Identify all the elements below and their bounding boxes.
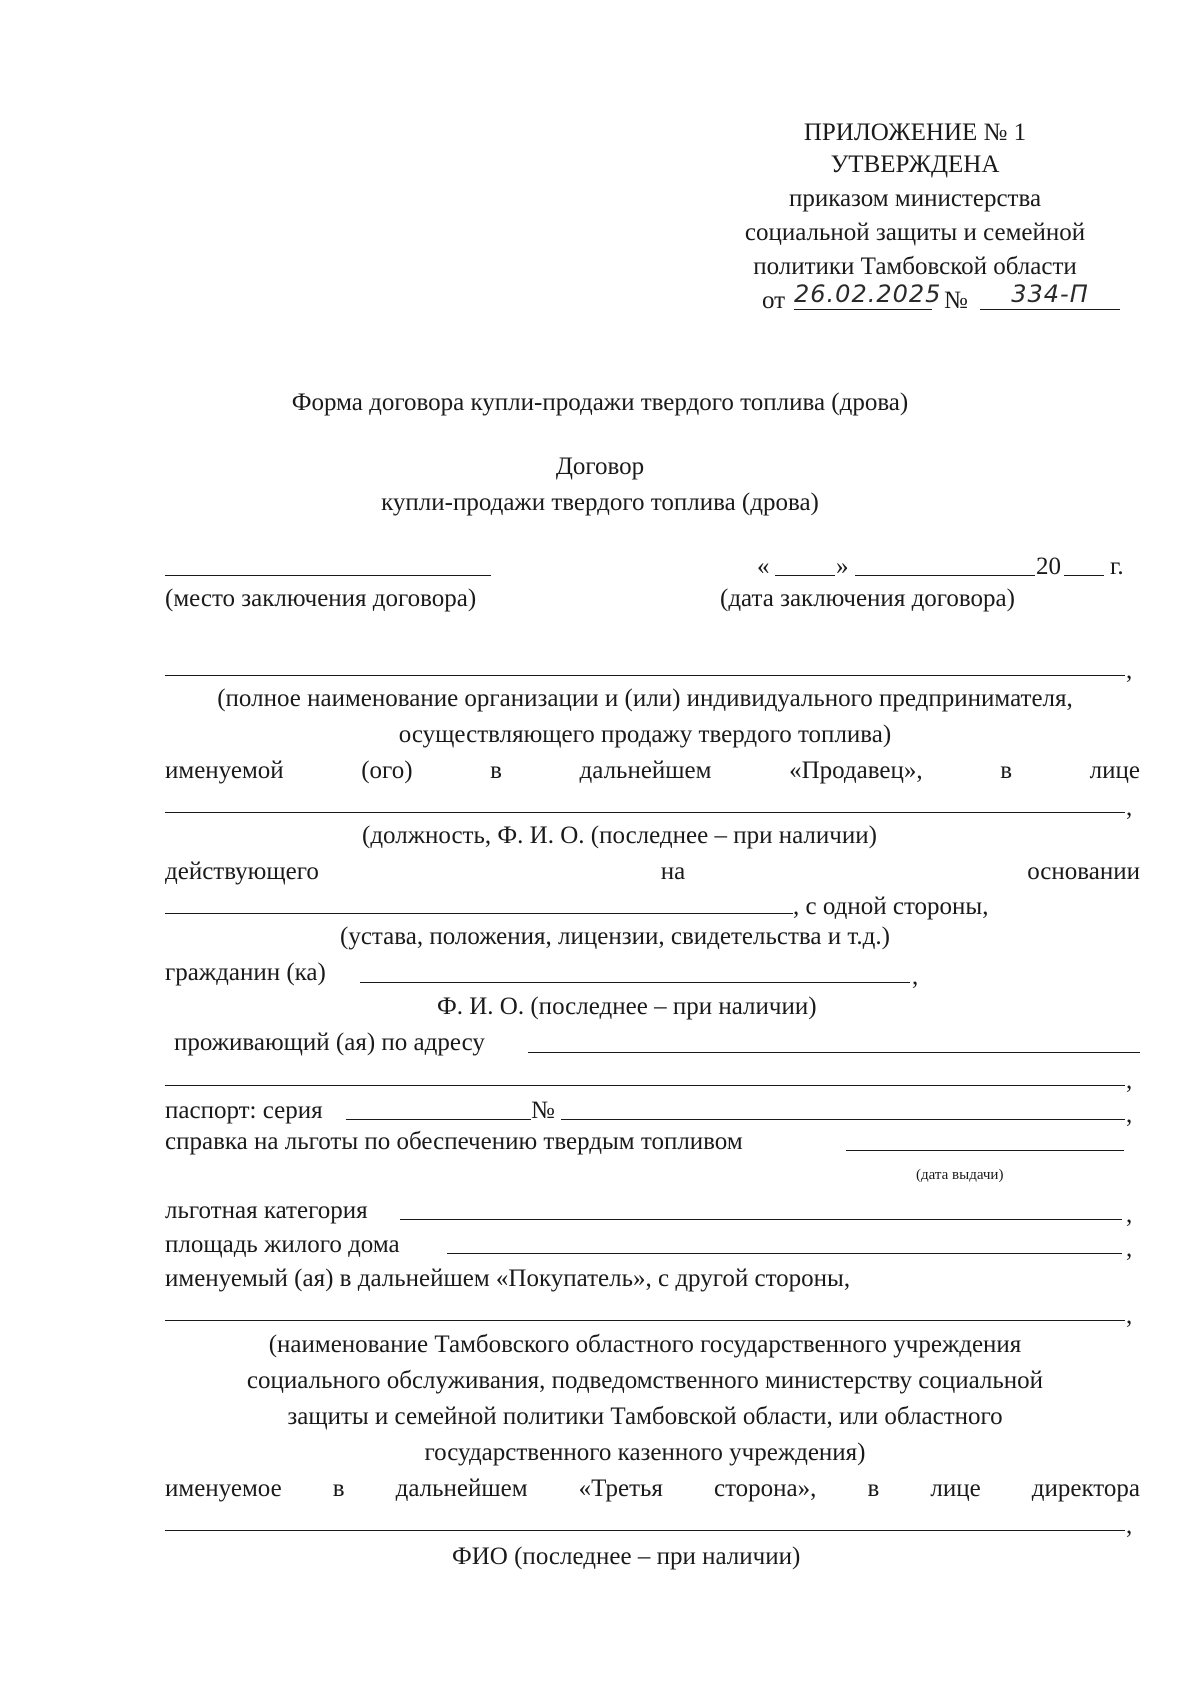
word: основании <box>1027 858 1140 885</box>
place-blank <box>165 575 491 576</box>
seller-basis-blank <box>165 913 793 914</box>
citizen-label: гражданин (ка) <box>165 959 326 986</box>
passport-number-sign: № <box>531 1097 555 1124</box>
comma: , <box>1126 1201 1133 1228</box>
seller-basis-caption: (устава, положения, лицензии, свидетельства и т.д.) <box>340 923 890 950</box>
one-side-text: , с одной стороны, <box>793 893 989 920</box>
form-title: Форма договора купли-продажи твердого топлива (дрова) <box>291 389 909 416</box>
word: (ого) <box>361 757 413 784</box>
passport-label: паспорт: серия <box>165 1097 323 1124</box>
seller-acting-row <box>165 857 1140 887</box>
word: именуемое <box>165 1475 282 1502</box>
seller-rep-caption: (должность, Ф. И. О. (последнее – при наличии) <box>362 822 877 849</box>
year-prefix: 20 <box>1036 553 1061 580</box>
word: в <box>1000 757 1013 784</box>
category-blank <box>400 1219 1122 1220</box>
third-party-named-row <box>165 1474 1140 1504</box>
month-blank <box>855 575 1035 576</box>
contract-title: Договор <box>555 453 645 480</box>
order-number-label: № <box>944 287 968 314</box>
seller-caption-2: осуществляющего продажу твердого топлива) <box>398 721 892 748</box>
year-suffix: г. <box>1110 553 1124 580</box>
appendix-label: ПРИЛОЖЕНИЕ № 1 <box>803 119 1027 146</box>
word: лице <box>1089 757 1140 784</box>
date-caption: (дата заключения договора) <box>720 585 1015 612</box>
word: именуемой <box>165 757 284 784</box>
date-quote-open: « <box>757 553 770 580</box>
director-fio-blank <box>165 1530 1125 1531</box>
word: в <box>332 1475 345 1502</box>
buyer-named-text: именуемый (ая) в дальнейшем «Покупатель», с другой стороны, <box>165 1265 851 1292</box>
order-date-label: от <box>762 287 786 314</box>
word: в <box>867 1475 880 1502</box>
comma: , <box>1126 1302 1133 1329</box>
buyer-fio-caption: Ф. И. О. (последнее – при наличии) <box>437 993 817 1020</box>
address-label: проживающий (ая) по адресу <box>174 1029 485 1056</box>
order-line-2: социальной защиты и семейной <box>744 219 1086 246</box>
address-blank-2 <box>165 1085 1125 1086</box>
area-label: площадь жилого дома <box>165 1231 400 1258</box>
benefit-label: справка на льготы по обеспечению твердым топливом <box>165 1128 743 1155</box>
benefit-date-blank <box>846 1150 1124 1151</box>
approved-label: УТВЕРЖДЕНА <box>830 151 1000 178</box>
word: в <box>490 757 502 784</box>
comma: , <box>1126 1101 1133 1128</box>
comma: , <box>1126 794 1133 821</box>
word: «Продавец», <box>789 757 923 784</box>
word: «Третья <box>578 1475 663 1502</box>
comma: , <box>1126 1067 1133 1094</box>
word: на <box>660 858 686 885</box>
order-line-3: политики Тамбовской области <box>753 253 1077 280</box>
comma: , <box>1126 1235 1133 1262</box>
date-quote-close: » <box>836 553 849 580</box>
third-party-name-blank <box>165 1320 1125 1321</box>
contract-subtitle: купли-продажи твердого топлива (дрова) <box>381 489 819 516</box>
seller-caption-1: (полное наименование организации и (или) индивидуального предпринимателя, <box>217 685 1073 712</box>
category-label: льготная категория <box>165 1197 368 1224</box>
citizen-fio-blank <box>360 982 910 983</box>
order-number-handwritten: 334-П <box>980 280 1120 310</box>
third-party-caption-4: государственного казенного учреждения) <box>424 1439 866 1466</box>
place-caption: (место заключения договора) <box>165 585 477 612</box>
third-party-caption-3: защиты и семейной политики Тамбовской области, или областного <box>287 1403 1003 1430</box>
issue-date-caption: (дата выдачи) <box>916 1167 1004 1183</box>
comma: , <box>912 963 919 990</box>
word: дальнейшем <box>395 1475 528 1502</box>
address-blank-1 <box>528 1052 1140 1053</box>
comma: , <box>1126 657 1133 684</box>
word: действующего <box>165 858 319 885</box>
seller-named-row <box>165 756 1140 786</box>
third-party-caption-2: социального обслуживания, подведомственного министерству социальной <box>246 1367 1044 1394</box>
seller-name-blank <box>165 675 1125 676</box>
director-fio-caption: ФИО (последнее – при наличии) <box>452 1543 801 1570</box>
day-blank <box>775 575 835 576</box>
passport-number-blank <box>561 1119 1125 1120</box>
word: дальнейшем <box>579 757 712 784</box>
word: сторона», <box>713 1475 817 1502</box>
comma: , <box>1126 1512 1133 1539</box>
year-blank <box>1064 575 1104 576</box>
approval-block <box>700 118 1130 282</box>
third-party-caption-1: (наименование Тамбовского областного государственного учреждения <box>268 1331 1022 1358</box>
word: директора <box>1031 1475 1140 1502</box>
area-blank <box>447 1253 1122 1254</box>
word: лице <box>930 1475 981 1502</box>
order-line-1: приказом министерства <box>788 185 1042 212</box>
seller-rep-blank <box>165 812 1125 813</box>
passport-series-blank <box>346 1119 531 1120</box>
order-date-handwritten: 26.02.2025 <box>794 280 942 308</box>
